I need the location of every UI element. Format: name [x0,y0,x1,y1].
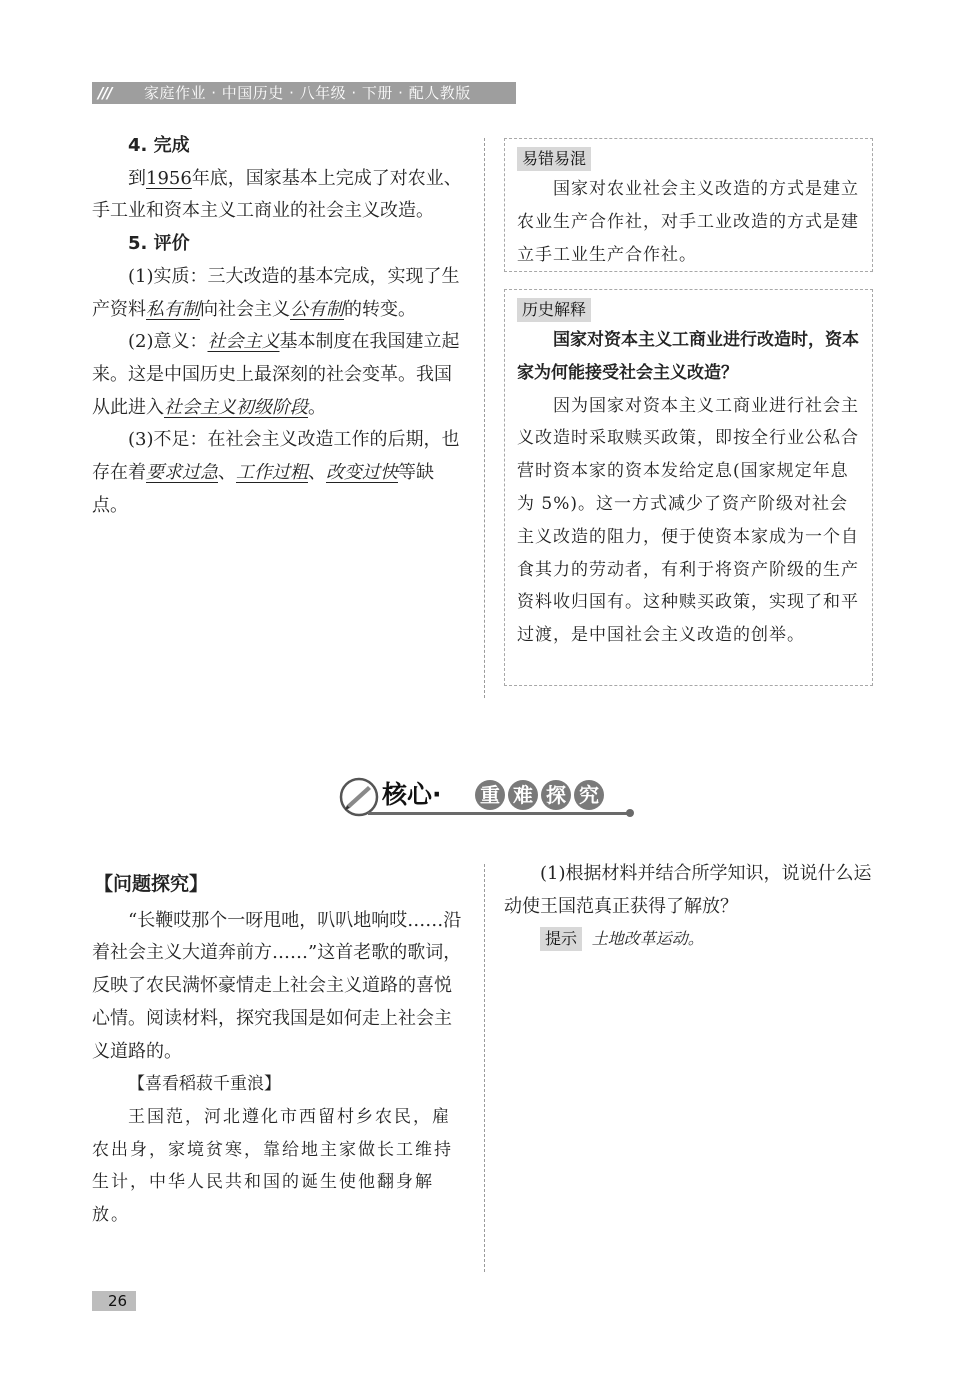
history-question: 国家对资本主义工商业进行改造时，资本家为何能接受社会主义改造？ [517,330,859,383]
banner-char-4: 究 [574,780,604,810]
section-4-title: 4. 完成 [128,135,190,156]
hint-answer: 土地改革运动。 [591,929,704,949]
section-5-title: 5. 评价 [128,233,190,255]
banner-underline [368,812,630,815]
answer-public-ownership: 公有制 [290,298,344,320]
material-text: 王国范，河北遵化市西留村乡农民，雇农出身，家境贫寒，靠给地主家做长工维持生计，中华人民共和国的诞生使他翻身解放。 [92,1106,453,1226]
answer-primary-stage: 社会主义初级阶段 [164,396,308,418]
text-span: (2)意义： [128,331,208,353]
easy-mistake-text: 国家对农业社会主义改造的方式是建立农业生产合作社，对手工业改造的方式是建立手工业生产合作社。 [517,179,859,265]
problem-intro: “长鞭哎那个一呀甩吔，叭叭地响哎……沿着社会主义大道奔前方……”这首老歌的歌词，反映了农民满怀豪情走上社会主义道路的喜悦心情。阅读材料，探究我国是如何走上社会主义道路的。 [92,909,462,1062]
banner-underline-dot [626,809,634,817]
answer-too-fast: 改变过快 [326,462,398,484]
banner-title-core: 核心· [382,780,442,809]
banner-char-1: 重 [475,780,505,810]
column-divider-bottom [484,864,485,1272]
history-answer: 因为国家对资本主义工商业进行社会主义改造时采取赎买政策，即按全行业公私合营时资本家的资本发给定息(国家规定年息为 5%)。这一方式减少了资产阶级对社会主义改造的阻力，便于使资本家成为一个自食其力的劳动者，有利于将资产阶级的生产资料收归国有。这种赎买政策，实现了和平过渡，是中国社会主义改造的创举。 [517,395,859,646]
hint-row [540,923,876,956]
header-slashes: /// [98,84,112,102]
column-divider-top [484,138,485,698]
easy-mistake-box [504,138,873,272]
header-title: 家庭作业 · 中国历史 · 八年级 · 下册 · 配人教版 [144,84,471,102]
page-number-text: 26 [108,1292,128,1310]
core-section-banner [338,774,630,826]
problem-exploration [92,868,468,1232]
easy-mistake-label: 易错易混 [517,147,591,171]
section-4-paragraph [92,163,468,228]
banner-char-3: 探 [541,780,571,810]
text-span: 、 [308,462,326,484]
left-column-summary [92,130,468,522]
history-explanation-box [504,289,873,686]
problem-exploration-title: 【问题探究】 [94,873,209,895]
hint-label: 提示 [540,927,582,951]
history-explanation-label: 历史解释 [517,298,591,322]
evaluation-item-1 [92,261,468,326]
question-1: (1)根据材料并结合所学知识，说说什么运动使王国范真正获得了解放？ [504,863,872,917]
page-number [92,1291,136,1311]
answer-year: 1956 [146,167,192,189]
text-span: 到 [128,167,146,189]
running-header [92,82,516,104]
text-span: 向社会主义 [200,298,290,320]
text-span: 的转变。 [344,298,416,320]
text-span: (3)不足：在社会主义改造工作的后期，也存在着 [92,429,460,484]
evaluation-item-3 [92,424,468,522]
text-span: 。 [308,396,326,418]
answer-too-rough: 工作过粗 [236,462,308,484]
text-span: 、 [218,462,236,484]
banner-char-2: 难 [508,780,538,810]
answer-private-ownership: 私有制 [146,298,200,320]
text-span: 基本制度在我国建立起来。这是中国历史上最深刻的社会变革。我国从此进入 [92,331,460,418]
text-span: 年底，国家基本上完成了对农业、手工业和资本主义工商业的社会主义改造。 [92,167,462,222]
answer-socialism: 社会主义 [207,331,280,353]
evaluation-item-2 [92,326,468,424]
material-title: 【喜看稻菽千重浪】 [128,1074,281,1095]
text-span: (1)实质：三大改造的基本完成，实现了生产资料 [92,265,460,320]
question-area [504,858,876,956]
text-span: 等缺点。 [92,462,434,516]
answer-too-hasty: 要求过急 [146,462,218,484]
